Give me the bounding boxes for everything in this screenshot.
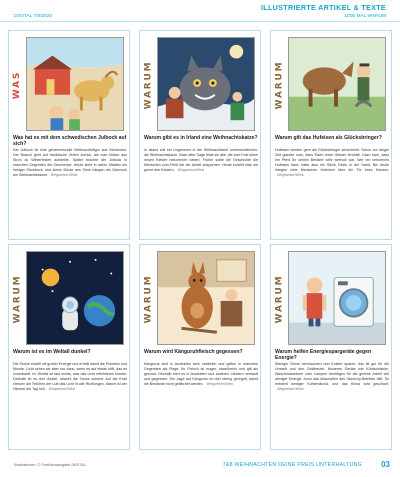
card-question: Was hat es mit dem schwedischen Julbock auf sich? [13, 135, 127, 148]
card-question: Warum ist es im Weltall dunkel? [13, 349, 91, 355]
card-body: Kängurus sind in Australien sehr zahlreich und gelten in manchen Gegenden als Plage. Ihr Fleisch ist mager, eiweißreich und gilt als gesund. Deshalb wird es in Australien und anderen Ländern verkauft und gegessen. Die Jagd auf Kängurus ist dort streng geregelt, damit die Bestände nicht gefährdet werden. Wegweiser/Wink [144, 362, 258, 387]
card-source: Wegweiser/Wink [277, 387, 304, 392]
card-category-label: WARUM [274, 60, 284, 110]
page-header [0, 0, 400, 22]
page-footer [0, 455, 400, 477]
julbock-illustration [26, 37, 124, 131]
article-card-energiesparen[interactable] [270, 244, 392, 450]
card-category-label: WARUM [143, 274, 153, 324]
card-source: Wegweiser/Wink [277, 173, 304, 178]
article-card-weltall[interactable] [8, 244, 130, 450]
space-illustration [26, 251, 124, 345]
card-question: Warum helfen Energiespargeräte gegen Energie? [275, 349, 372, 362]
card-source: Wegweiser/Wink [206, 382, 234, 387]
card-question: Warum wird Känguruhfleisch gegessen? [144, 349, 243, 355]
article-card-kaenguru[interactable] [139, 244, 261, 450]
washing-machine-illustration [288, 251, 386, 345]
christmas-cat-illustration [157, 37, 255, 131]
card-body: In Island soll ein Ungeheuer in der Weihnachtszeit umherschleichen: die Weihnachtskatze. Nach alter Sage frisst sie alle, die zum Fest keine neuen Kleider bekommen haben. Früher sollte die Geschichte die Menschen zum Fleiß bei der Arbeit anspornen. Heute erzählt man sie gerne den Kindern. Wegweiser/Wink [144, 148, 258, 173]
card-question: Warum gibt es in Irland eine Weihnachtskatze? [144, 135, 258, 141]
series-label: 1000 MAL WARUM [344, 14, 386, 19]
card-body: Der Julbock ist eine geheimnisvolle Weihnachtsfigur aus Schweden. Der Brauch geht auf heidnische Zeiten zurück, als man Böcke aus Stroh zu Winterfesten aufstellte. Später brachte der Julbock in manchen Gegenden die Geschenke. Heute steht in vielen Städten ein riesiger Strohbock, und kleine Böcke aus Stroh hängen als Schmuck am Weihnachtsbaum. Wegweiser/Wink [13, 148, 127, 178]
article-card-weihnachtskatze[interactable] [139, 30, 261, 240]
card-body: Weniger Strom verbrauchen und Kosten sparen: das ist gut für die Umwelt und den Geldbeutel. Moderne Geräte wie Kühlschränke, Waschmaschinen oder Lampen benötigen für die gleiche Arbeit viel weniger Energie. Auch das Abschalten des Stand-by-Betriebs hilft. So entsteht weniger Kohlendioxid, und das Klima wird geschont. Wegweiser/Wink [275, 362, 389, 392]
article-grid [8, 30, 392, 450]
card-body: Hufeisen werden gern als Glücksbringer verschenkt. Schon vor langer Zeit glaubte man, dass Eisen böse Geister fernhält. Dazu kam, dass ein Pferd für seinen Besitzer sehr wertvoll war. Wer ein verlorenes Hufeisen fand, hatte also ein Stück Glück in der Hand. Bis heute hängen viele Menschen Hufeisen über die Tür ihres Hauses. Wegweiser/Wink [275, 148, 389, 178]
footer-calendar-text: 7&8 WEIHNACHTEN DEINE PREIS UNTERHALTUNG [222, 462, 362, 468]
article-card-julbock[interactable] [8, 30, 130, 240]
edition-label: DIGITAL 7/8/2020 [14, 14, 53, 19]
card-source: Wegweiser/Wink [48, 387, 76, 392]
card-source: Wegweiser/Wink [177, 168, 205, 173]
copyright-text: Illustrationen: © Familienausgabe DIGITAL [14, 463, 86, 467]
article-card-hufeisen[interactable] [270, 30, 392, 240]
card-category-label: WARUM [274, 274, 284, 324]
kangaroo-illustration [157, 251, 255, 345]
card-body: Die Sonne strahlt mit großer Energie und erhellt damit die Planeten und Monde. Licht sehen wir aber nur dann, wenn es auf etwas trifft, das es zurückwirft. Im Weltall ist fast nichts, was das Licht reflektieren könnte. Deshalb ist es dort dunkel, obwohl die Sonne scheint. Auf der Erde streuen die Teilchen der Luft das Licht in alle Richtungen, darum ist der Himmel am Tag hell. Wegweiser/Wink [13, 362, 127, 392]
page-number: 03 [381, 460, 390, 469]
section-title: ILLUSTRIERTE ARTIKEL & TEXTE [261, 3, 386, 12]
horseshoe-illustration [288, 37, 386, 131]
card-category-label: WARUM [143, 60, 153, 110]
card-category-label: WARUM [12, 274, 22, 324]
card-category-label: WAS [12, 70, 22, 100]
card-question: Warum gilt das Hufeisen als Glücksbringer? [275, 135, 382, 141]
card-source: Wegweiser/Wink [50, 173, 78, 178]
